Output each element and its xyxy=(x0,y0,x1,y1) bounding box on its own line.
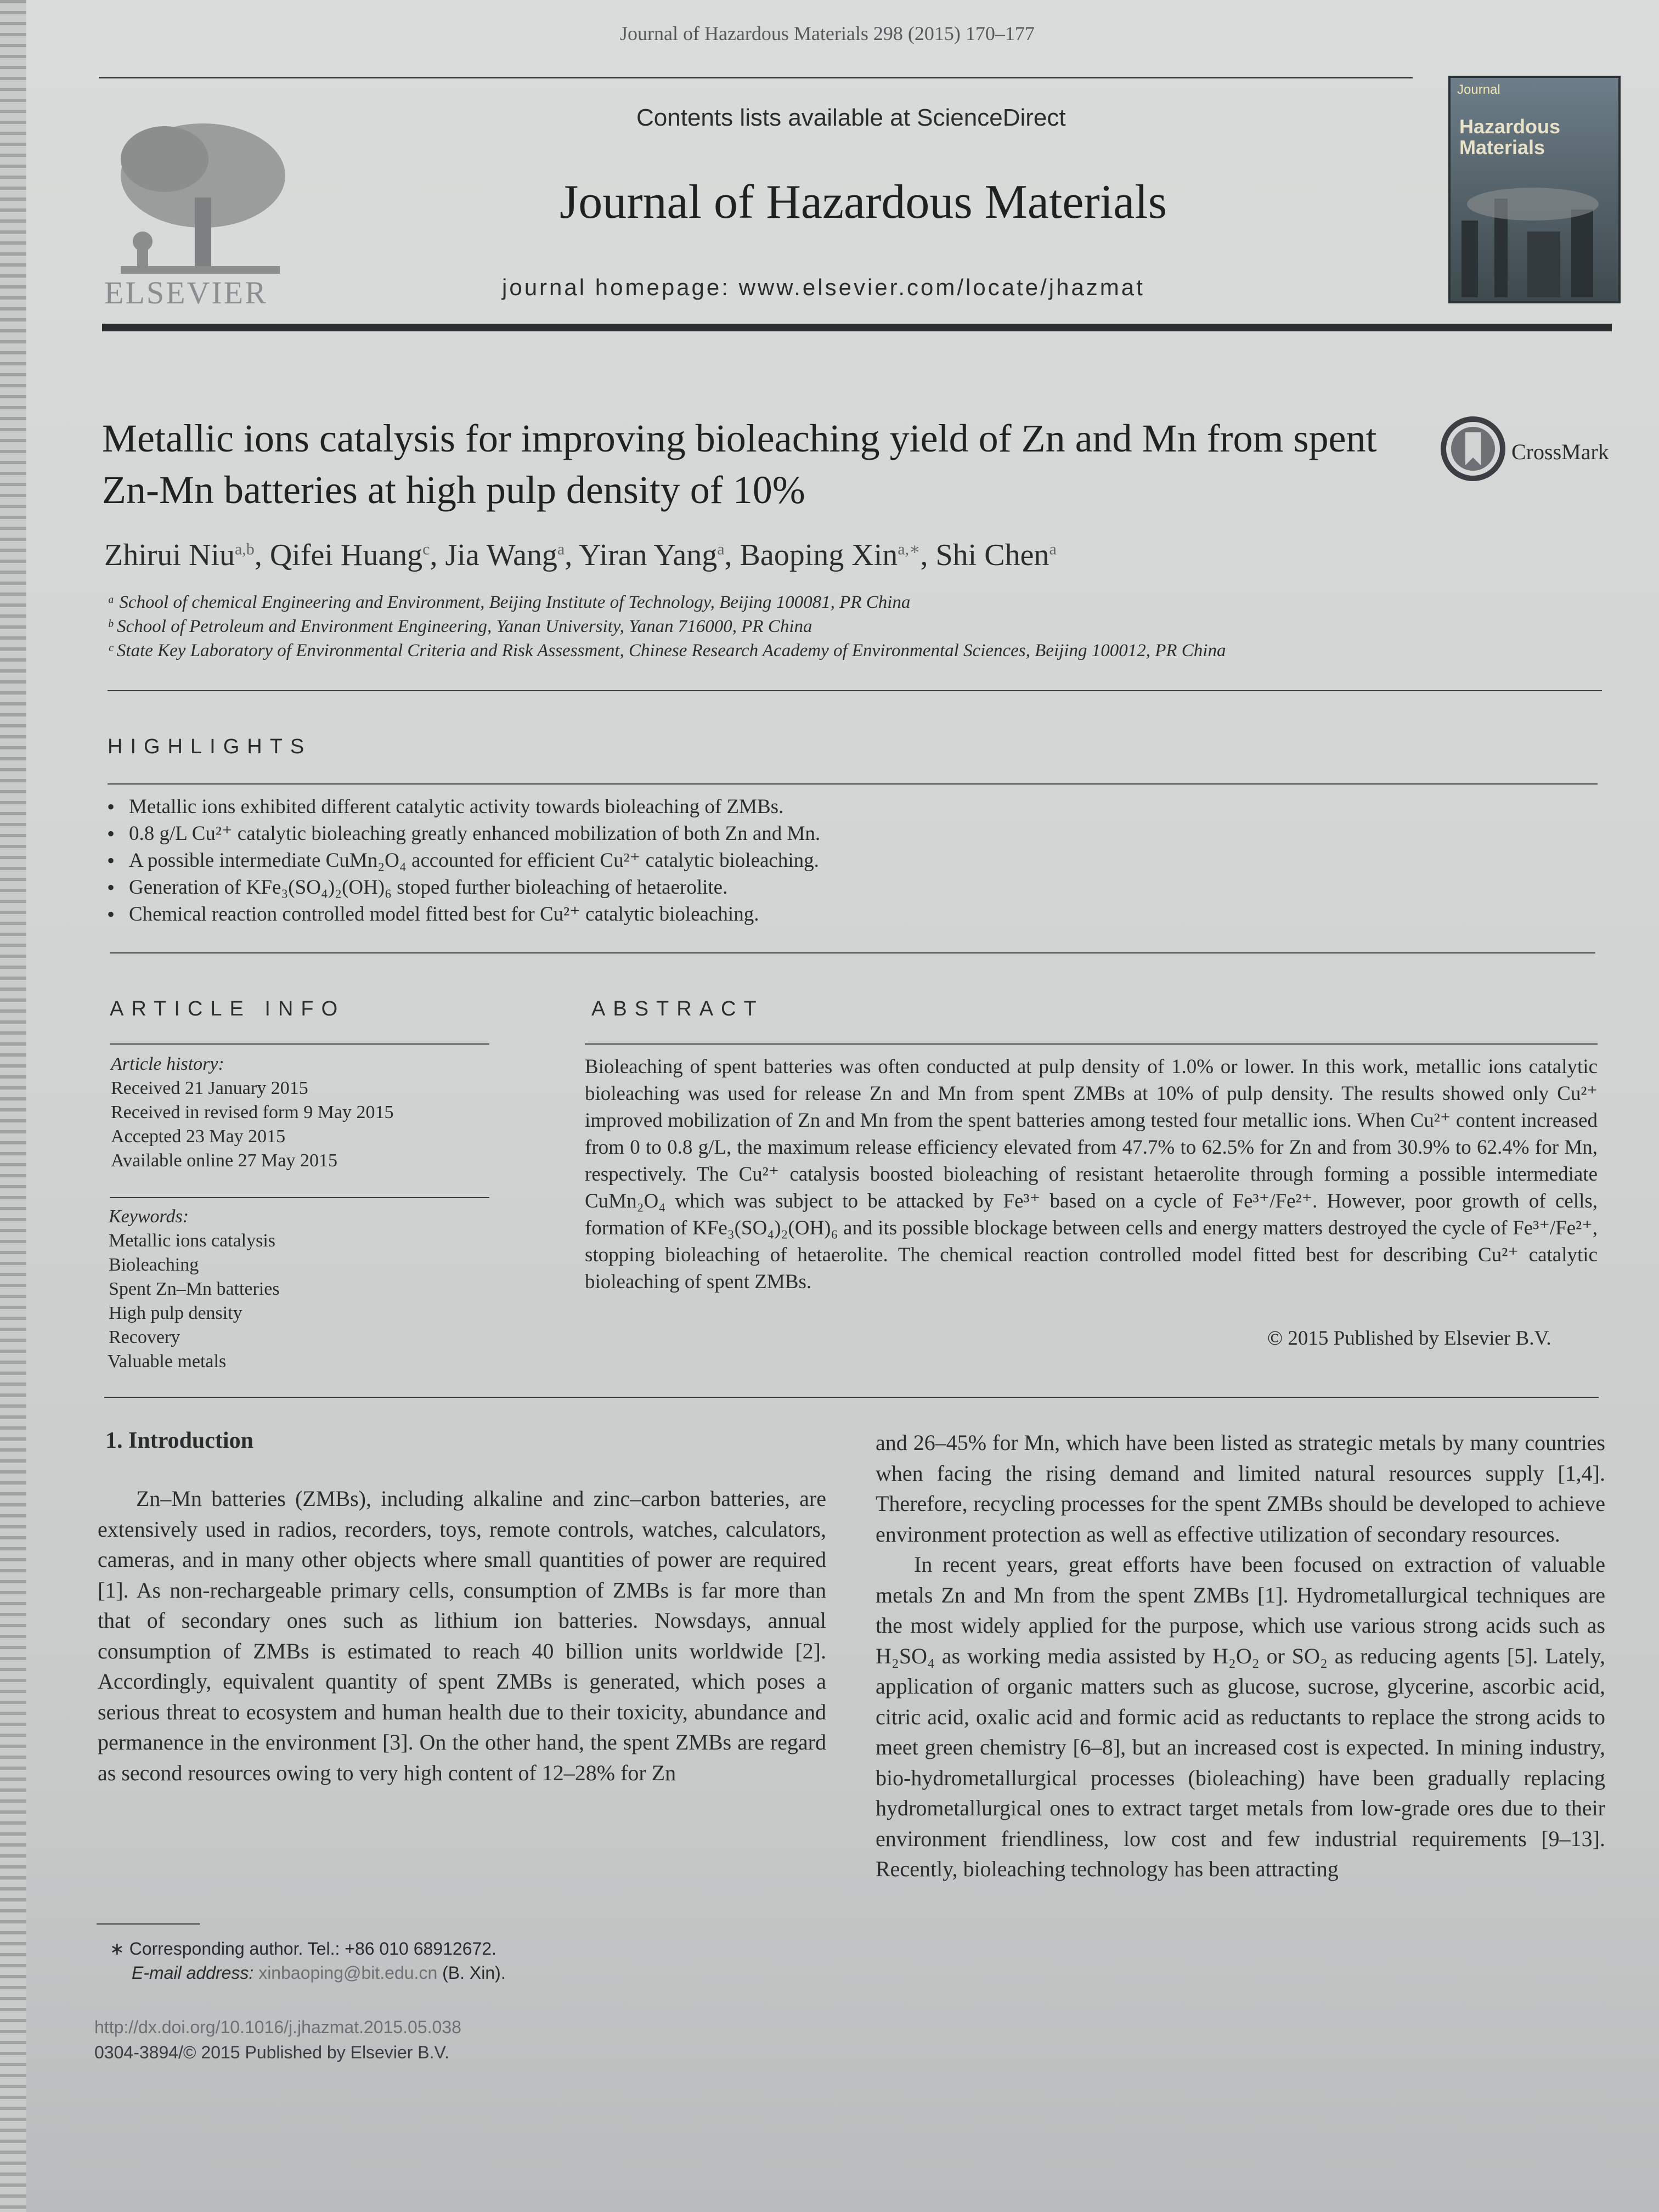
highlight-item: • Generation of KFe₃(SO₄)₂(OH)₆ stoped further bioleaching of hetaerolite. xyxy=(107,874,820,901)
highlight-item: • 0.8 g/L Cu²⁺ catalytic bioleaching greatly enhanced mobilization of both Zn and Mn. xyxy=(107,820,820,847)
body-column-right xyxy=(876,1427,1605,1884)
email-link[interactable]: xinbaoping@bit.edu.cn xyxy=(258,1963,438,1983)
body-column-left xyxy=(98,1483,826,1788)
doi-block xyxy=(94,2015,461,2065)
author-list: Zhirui Niu$^{a,b}$, Qifei Huang$^c$, Jia Wang$^a$, Yiran Yang$^a$, Baoping Xin$^{a,∗}$, Shi Chen$^a$ xyxy=(104,538,1057,572)
corresponding-author-line: ∗ Corresponding author. Tel.: +86 010 68912672. xyxy=(110,1939,496,1959)
highlights-top-rule xyxy=(108,783,1598,785)
author-name: Yiran Yang xyxy=(579,538,718,572)
history-accepted: Accepted 23 May 2015 xyxy=(111,1126,286,1147)
keyword-item: Valuable metals xyxy=(108,1351,227,1372)
affiliation-b: ᵇ School of Petroleum and Environment Engineering, Yanan University, Yanan 716000, PR China xyxy=(108,617,812,636)
affiliation-a: ᵃ School of chemical Engineering and Environment, Beijing Institute of Technology, Beijing 100081, PR China xyxy=(108,592,911,612)
abstract-rule xyxy=(585,1043,1598,1045)
author-affiliation-mark: a xyxy=(557,540,565,558)
history-online: Available online 27 May 2015 xyxy=(111,1150,337,1171)
intro-paragraph-continued: and 26–45% for Mn, which have been listed as strategic metals by many countries when facing the rising demand and limited natural resources supply [1,4]. Therefore, recycling processes for the spent ZMBs should be developed to achieve environment protection as well as effective utilization of secondary resources. xyxy=(876,1430,1605,1547)
keyword-item: High pulp density xyxy=(109,1303,242,1323)
crossmark-icon[interactable] xyxy=(1440,416,1506,482)
author-name: Jia Wang xyxy=(445,538,557,572)
email-suffix: (B. Xin). xyxy=(442,1963,506,1983)
elsevier-logo-text: ELSEVIER xyxy=(104,275,268,311)
keyword-item: Spent Zn–Mn batteries xyxy=(109,1279,280,1299)
author-affiliation-mark: c xyxy=(422,540,430,558)
author-name: Zhirui Niu xyxy=(104,538,235,572)
intro-paragraph: Zn–Mn batteries (ZMBs), including alkaline and zinc–carbon batteries, are extensively used in radios, recorders, toys, remote controls, watches, calculators, cameras, and in many other objects where small quantities of power are required [1]. As non-rechargeable primary cells, consumption of ZMBs is far more than that of secondary ones such as lithium ion batteries. Nowsdays, annual consumption of ZMBs is estimated to reach 40 billion units worldwide [2]. Accordingly, equivalent quantity of spent ZMBs is generated, which poses a serious threat to ecosystem and human health due to their toxicity, abundance and permanence in the environment [3]. On the other hand, the spent ZMBs are regard as second resources owing to very high content of 12–28% for Zn xyxy=(98,1486,826,1785)
abstract-heading: ABSTRACT xyxy=(591,997,764,1020)
author-name: Shi Chen xyxy=(935,538,1049,572)
introduction-heading: 1. Introduction xyxy=(105,1428,253,1453)
cover-title-text: Hazardous Materials xyxy=(1459,115,1561,159)
author-affiliation-mark: a,b xyxy=(234,540,255,558)
history-label: Article history: xyxy=(111,1054,224,1074)
email-label: E-mail address: xyxy=(132,1963,254,1983)
cover-top-text: Journal xyxy=(1457,82,1500,97)
author-affiliation-mark: a xyxy=(717,540,725,558)
keyword-item: Recovery xyxy=(109,1327,180,1347)
highlights-list xyxy=(107,793,820,928)
intro-paragraph: In recent years, great efforts have been focused on extraction of valuable metals Zn and Mn from the spent ZMBs [1]. Hydrometallurgical techniques are the most widely applied for the purpose, which use various strong acids such as H₂SO₄ as working media assisted by H₂O₂ or SO₂ as reducing agents [5]. Lately, application of organic matters such as glucose, sucrose, glycerine, ascorbic acid, citric acid, oxalic acid and formic acid as reductants to replace the strong acids to meet green chemistry [6–8], but an increased cost is expected. In mining industry, bio-hydrometallurgical processes (bioleaching) have been gradually replacing hydrometallurgical ones to extract target metals from low-grade ores due to their environment friendliness, low cost and few industrial requirements [9–13]. Recently, bioleaching technology has been attracting xyxy=(876,1552,1605,1881)
article-info-rule xyxy=(110,1043,489,1045)
contents-line: Contents lists available at ScienceDirect xyxy=(636,104,1066,131)
elsevier-tree-logo xyxy=(99,115,285,296)
keyword-item: Metallic ions catalysis xyxy=(109,1231,276,1251)
journal-name: Journal of Hazardous Materials xyxy=(560,176,1167,229)
journal-cover-image xyxy=(1448,76,1621,303)
abstract-copyright: © 2015 Published by Elsevier B.V. xyxy=(1267,1327,1551,1350)
highlight-item: • Metallic ions exhibited different catalytic activity towards bioleaching of ZMBs. xyxy=(107,793,820,820)
author-name: Qifei Huang xyxy=(269,538,423,572)
history-revised: Received in revised form 9 May 2015 xyxy=(111,1102,394,1122)
keywords-rule xyxy=(110,1197,489,1198)
abstract-body: Bioleaching of spent batteries was often conducted at pulp density of 1.0% or lower. In this work, metallic ions catalytic bioleaching was used for release Zn and Mn from spent ZMBs at 10% of pulp density. The results showed only Cu²⁺ improved mobilization of Zn and Mn from the spent batteries among tested four metallic ions. When Cu²⁺ content increased from 0 to 0.8 g/L, the maximum release efficiency elevated from 47.7% to 62.5% for Zn and from 30.9% to 62.4% for Mn, respectively. The Cu²⁺ catalysis boosted bioleaching of resistant hetaerolite through forming a possible intermediate CuMn₂O₄ which was subject to be attacked by Fe³⁺ based on a cycle of Fe³⁺/Fe²⁺. However, poor growth of cells, formation of KFe₃(SO₄)₂(OH)₆ and its possible blockage between cells and energy matters destroyed the cycle of Fe³⁺/Fe²⁺, stopping bioleaching of hetaerolite. The chemical reaction controlled model fitted best for describing Cu²⁺ catalytic bioleaching of spent ZMBs. xyxy=(585,1056,1598,1293)
crossmark-label[interactable]: CrossMark xyxy=(1511,439,1609,464)
highlights-bottom-rule xyxy=(110,952,1595,953)
author-affiliation-mark: a xyxy=(1049,540,1057,558)
keyword-item: Bioleaching xyxy=(109,1255,199,1275)
highlight-item: • A possible intermediate CuMn₂O₄ accounted for efficient Cu²⁺ catalytic bioleaching. xyxy=(107,847,820,874)
issn-line: 0304-3894/© 2015 Published by Elsevier B.V. xyxy=(94,2042,449,2062)
running-head: Journal of Hazardous Materials 298 (2015) 170–177 xyxy=(620,22,1035,44)
corresponding-author-footnote xyxy=(110,1937,506,1985)
header-bottom-rule xyxy=(102,324,1612,331)
affiliation-c: ᶜ State Key Laboratory of Environmental Criteria and Risk Assessment, Chinese Research Academy of Environmental Sciences, Beijing 100012, PR China xyxy=(108,641,1226,661)
article-info-heading: ARTICLE INFO xyxy=(110,997,346,1020)
history-received: Received 21 January 2015 xyxy=(111,1078,308,1098)
author-affiliation-mark: a,∗ xyxy=(898,540,921,558)
author-name: Baoping Xin xyxy=(740,538,898,572)
binding-edge xyxy=(0,0,26,2212)
front-matter-bottom-rule xyxy=(104,1397,1599,1398)
doi-link[interactable]: http://dx.doi.org/10.1016/j.jhazmat.2015.05.038 xyxy=(94,2017,461,2037)
email-line xyxy=(110,1961,506,1985)
footnote-rule xyxy=(97,1923,200,1925)
affiliation-rule xyxy=(108,690,1602,691)
journal-homepage-link[interactable]: journal homepage: www.elsevier.com/locate/jhazmat xyxy=(502,274,1145,300)
highlights-heading: HIGHLIGHTS xyxy=(108,735,312,758)
keywords-label: Keywords: xyxy=(109,1206,189,1227)
highlight-item: • Chemical reaction controlled model fitted best for Cu²⁺ catalytic bioleaching. xyxy=(107,901,820,928)
article-title: Metallic ions catalysis for improving bioleaching yield of Zn and Mn from spent Zn-Mn batteries at high pulp density of 10% xyxy=(102,416,1377,512)
header-top-rule xyxy=(99,77,1413,78)
